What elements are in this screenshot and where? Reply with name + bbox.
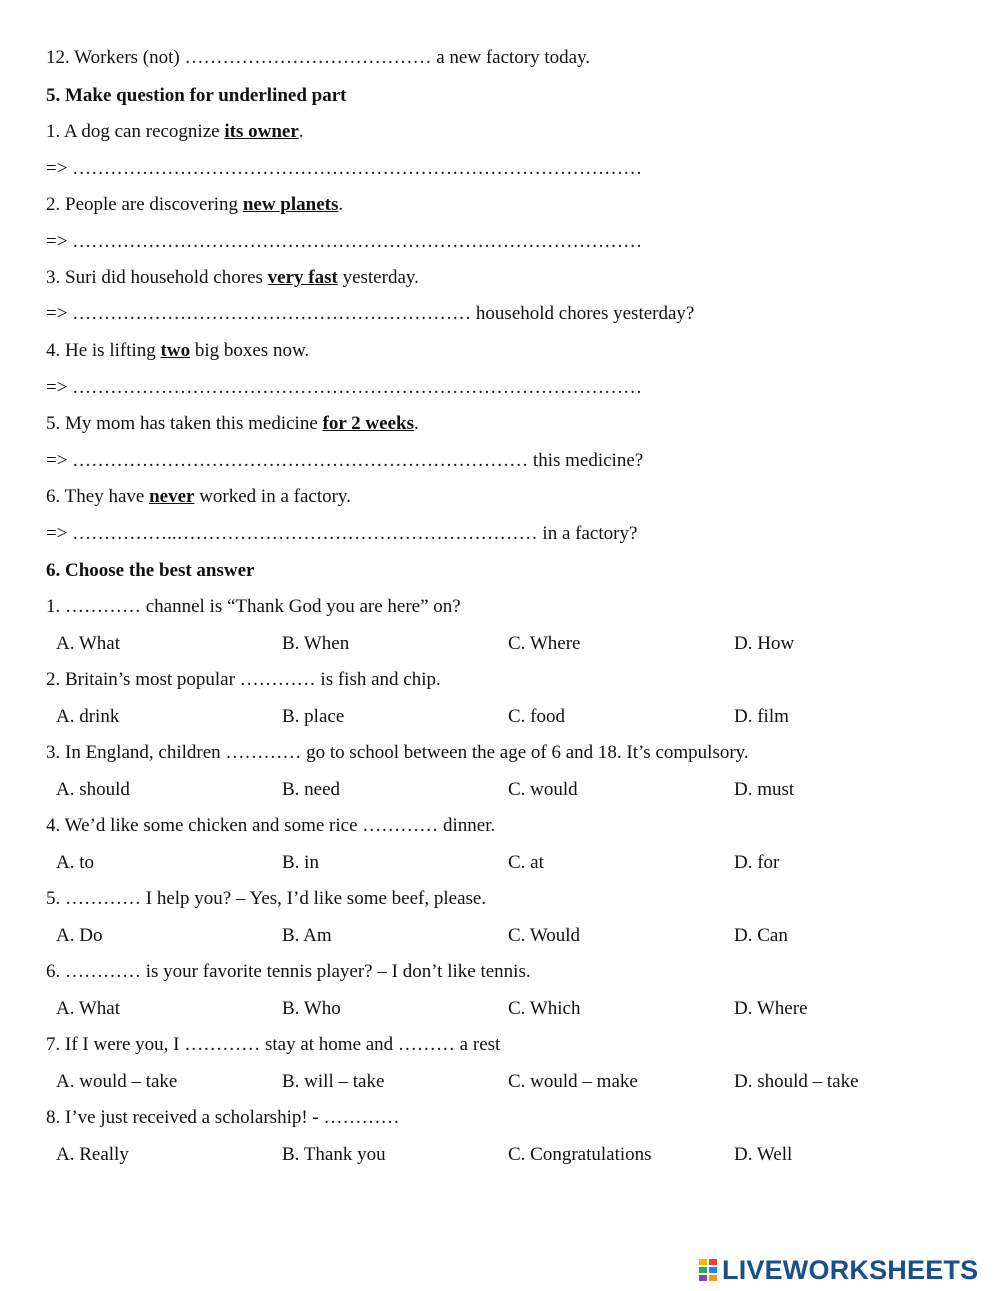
logo-square (698, 1258, 708, 1266)
section-6-heading: 6. Choose the best answer (46, 560, 255, 581)
logo-square (708, 1274, 718, 1282)
s6-q3-option-c[interactable]: C. would (508, 779, 578, 800)
s6-q7-option-c[interactable]: C. would – make (508, 1071, 638, 1092)
s5-answer-4[interactable]: => ……………………………………………………………………………… (46, 377, 643, 398)
s6-question-3: 3. In England, children ………… go to school between the age of 6 and 18. It’s compulsory. (46, 742, 749, 763)
s6-q3-option-d[interactable]: D. must (734, 779, 795, 800)
s6-q6-option-a[interactable]: A. What (56, 998, 121, 1019)
underlined-part: its owner (224, 121, 299, 142)
s6-q1-option-d[interactable]: D. How (734, 633, 795, 654)
underlined-part: never (149, 486, 195, 507)
answer-blank[interactable]: ………………………………… (184, 47, 432, 68)
s6-q7-option-d[interactable]: D. should – take (734, 1071, 859, 1092)
s6-q1-option-c[interactable]: C. Where (508, 633, 581, 654)
s5-answer-3[interactable]: => ……………………………………………………… household chores yesterday? (46, 303, 695, 324)
s6-q4-option-c[interactable]: C. at (508, 852, 544, 873)
s6-q5-option-b[interactable]: B. Am (282, 925, 332, 946)
s6-q2-option-c[interactable]: C. food (508, 706, 565, 727)
underlined-part: for 2 weeks (322, 413, 414, 434)
s6-question-8: 8. I’ve just received a scholarship! - ………… (46, 1107, 400, 1128)
logo-square (708, 1258, 718, 1266)
s6-q7-option-b[interactable]: B. will – take (282, 1071, 385, 1092)
s5-question-2: 2. People are discovering new planets. (46, 194, 344, 215)
section-5-heading: 5. Make question for underlined part (46, 85, 347, 106)
liveworksheets-logo (698, 1256, 978, 1284)
s6-q8-option-b[interactable]: B. Thank you (282, 1144, 386, 1165)
s6-question-2: 2. Britain’s most popular ………… is fish and chip. (46, 669, 441, 690)
logo-square (698, 1266, 708, 1274)
s6-q7-option-a[interactable]: A. would – take (56, 1071, 178, 1092)
s6-q1-option-b[interactable]: B. When (282, 633, 350, 654)
s5-answer-6[interactable]: => ……………..………………………………………………… in a factory? (46, 523, 638, 544)
s6-q6-option-b[interactable]: B. Who (282, 998, 341, 1019)
s6-q3-option-a[interactable]: A. should (56, 779, 130, 800)
s5-question-3: 3. Suri did household chores very fast yesterday. (46, 267, 419, 288)
s5-answer-1[interactable]: => ……………………………………………………………………………… (46, 158, 643, 179)
logo-text: LIVEWORKSHEETS (722, 1254, 979, 1285)
underlined-part: very fast (267, 267, 338, 288)
s6-q8-option-d[interactable]: D. Well (734, 1144, 793, 1165)
s6-q8-option-a[interactable]: A. Really (56, 1144, 129, 1165)
s6-q6-option-d[interactable]: D. Where (734, 998, 808, 1019)
s6-q5-option-c[interactable]: C. Would (508, 925, 581, 946)
s6-q4-option-a[interactable]: A. to (56, 852, 94, 873)
s5-question-6: 6. They have never worked in a factory. (46, 486, 351, 507)
s5-question-1: 1. A dog can recognize its owner. (46, 121, 304, 142)
s6-q4-option-d[interactable]: D. for (734, 852, 780, 873)
s5-answer-2[interactable]: => ……………………………………………………………………………… (46, 231, 643, 252)
s6-q4-option-b[interactable]: B. in (282, 852, 319, 873)
s6-question-6: 6. ………… is your favorite tennis player? – I don’t like tennis. (46, 961, 531, 982)
s6-q2-option-d[interactable]: D. film (734, 706, 789, 727)
s5-question-4: 4. He is lifting two big boxes now. (46, 340, 310, 361)
s6-question-7: 7. If I were you, I ………… stay at home and ……… a rest (46, 1034, 501, 1055)
s6-q2-option-a[interactable]: A. drink (56, 706, 120, 727)
question-12: 12. Workers (not) ………………………………… a new factory today. (46, 47, 591, 68)
s6-question-1: 1. ………… channel is “Thank God you are here” on? (46, 596, 461, 617)
s6-q6-option-c[interactable]: C. Which (508, 998, 581, 1019)
liveworksheets-logo-icon (698, 1258, 718, 1282)
s6-q1-option-a[interactable]: A. What (56, 633, 121, 654)
underlined-part: two (160, 340, 191, 361)
s6-q3-option-b[interactable]: B. need (282, 779, 341, 800)
logo-square (698, 1274, 708, 1282)
s6-question-4: 4. We’d like some chicken and some rice ………… dinner. (46, 815, 496, 836)
s6-q5-option-a[interactable]: A. Do (56, 925, 103, 946)
s5-question-5: 5. My mom has taken this medicine for 2 weeks. (46, 413, 419, 434)
s6-q8-option-c[interactable]: C. Congratulations (508, 1144, 652, 1165)
s6-question-5: 5. ………… I help you? – Yes, I’d like some beef, please. (46, 888, 487, 909)
s6-q5-option-d[interactable]: D. Can (734, 925, 788, 946)
s6-q2-option-b[interactable]: B. place (282, 706, 345, 727)
logo-square (708, 1266, 718, 1274)
s5-answer-5[interactable]: => ……………………………………………………………… this medicine? (46, 450, 644, 471)
underlined-part: new planets (242, 194, 339, 215)
